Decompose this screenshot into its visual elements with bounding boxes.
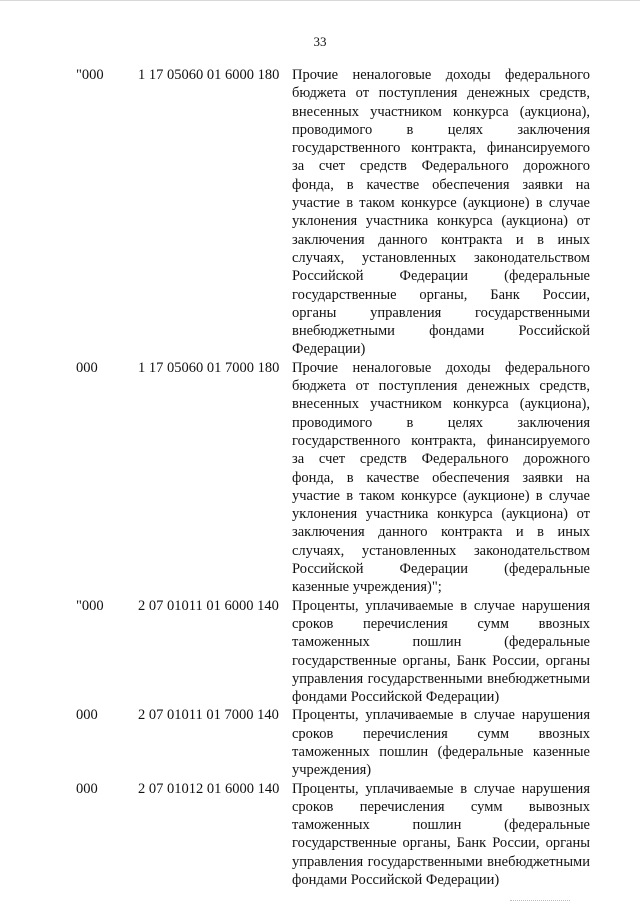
revenue-name-line: управления государственными внебюджетными [292, 853, 590, 870]
revenue-name-line: участие в таком конкурсе (аукционе) в случае [292, 487, 590, 504]
revenue-name-line: фонда, в качестве обеспечения заявки на [292, 176, 590, 193]
revenue-code: 2 07 01011 01 7000 140 [138, 707, 279, 724]
revenue-name-line: уклонения участника конкурса (аукциона) от [292, 213, 590, 230]
revenue-code: 1 17 05060 01 6000 180 [138, 67, 280, 83]
scan-bottom-edge [510, 900, 570, 902]
revenue-name-line: бюджета от поступления денежных средств, [292, 378, 590, 395]
table-row [0, 706, 640, 779]
revenue-name-line: фонда, в качестве обеспечения заявки на [292, 469, 590, 486]
revenue-code: 1 17 05060 01 7000 180 [138, 359, 280, 376]
revenue-name-line: проводимого в целях заключения [292, 414, 590, 431]
table-row [0, 66, 640, 359]
code-table [0, 66, 640, 889]
revenue-name-line: государственные органы, Банк России, органы [292, 835, 590, 852]
table-row [0, 359, 640, 597]
revenue-name-line: государственного контракта, финансируемого [292, 432, 590, 449]
revenue-name-line: фондами Российской Федерации) [292, 872, 500, 889]
admin-code: "000 [76, 597, 104, 614]
revenue-name-line: сроков перечисления сумм вывозных [292, 798, 590, 815]
revenue-name-line: за счет средств Федерального дорожного [292, 451, 590, 468]
revenue-name [292, 780, 590, 890]
revenue-name-line: Прочие неналоговые доходы федерального [292, 67, 590, 83]
scan-top-edge [0, 0, 640, 1]
revenue-name-line: управления государственными внебюджетными [292, 670, 590, 687]
revenue-name-line: внесенных участником конкурса (аукциона), [292, 396, 590, 413]
revenue-name-line: сроков перечисления сумм ввозных [292, 615, 590, 632]
revenue-name [292, 359, 590, 597]
revenue-name-line: сроков перечисления сумм ввозных [292, 725, 590, 742]
revenue-name [292, 706, 590, 779]
revenue-name-line: фондами Российской Федерации) [292, 689, 500, 706]
revenue-name-line: Прочие неналоговые доходы федерального [292, 359, 590, 376]
revenue-name-line: таможенных пошлин (федеральные [292, 817, 590, 834]
revenue-name-line: государственного контракта, финансируемого [292, 140, 590, 157]
revenue-name-line: Проценты, уплачиваемые в случае нарушения [292, 597, 590, 614]
revenue-name-line: внебюджетными фондами Российской [292, 323, 590, 340]
revenue-code: 2 07 01011 01 6000 140 [138, 597, 279, 614]
revenue-name-line: Федерации) [292, 341, 366, 358]
revenue-name-line: государственные органы, Банк России, [292, 286, 590, 303]
revenue-name-line: Проценты, уплачиваемые в случае нарушения [292, 780, 590, 797]
revenue-name [292, 597, 590, 707]
revenue-name-line: таможенных пошлин (федеральные казенные [292, 743, 590, 760]
revenue-name-line: государственные органы, Банк России, органы [292, 652, 590, 669]
revenue-name-line: Российской Федерации (федеральные [292, 561, 590, 578]
revenue-name-line: учреждения) [292, 762, 372, 779]
admin-code: 000 [76, 707, 98, 724]
revenue-name-line: участие в таком конкурсе (аукционе) в случае [292, 195, 590, 212]
revenue-name-line: таможенных пошлин (федеральные [292, 634, 590, 651]
revenue-name-line: органы управления государственными [292, 304, 590, 321]
admin-code: 000 [76, 780, 98, 797]
revenue-name-line: случаях, установленных законодательством [292, 542, 590, 559]
page-number: 33 [313, 34, 327, 49]
revenue-name-line: Проценты, уплачиваемые в случае нарушения [292, 707, 590, 724]
admin-code: 000 [76, 359, 98, 376]
revenue-name-line: внесенных участником конкурса (аукциона), [292, 103, 590, 120]
revenue-name-line: за счет средств Федерального дорожного [292, 158, 590, 175]
revenue-name-line: проводимого в целях заключения [292, 121, 590, 138]
table-row [0, 780, 640, 890]
admin-code: "000 [76, 67, 104, 83]
revenue-name-line: заключения данного контракта и в иных [292, 231, 590, 248]
revenue-name-line: Российской Федерации (федеральные [292, 268, 590, 285]
revenue-code: 2 07 01012 01 6000 140 [138, 780, 280, 797]
revenue-name-line: случаях, установленных законодательством [292, 249, 590, 266]
revenue-name-line: заключения данного контракта и в иных [292, 524, 590, 541]
revenue-name-line: уклонения участника конкурса (аукциона) от [292, 506, 590, 523]
table-row [0, 597, 640, 707]
revenue-name-line: казенные учреждения)"; [292, 579, 442, 596]
revenue-name-line: бюджета от поступления денежных средств, [292, 85, 590, 102]
revenue-name [292, 66, 590, 359]
